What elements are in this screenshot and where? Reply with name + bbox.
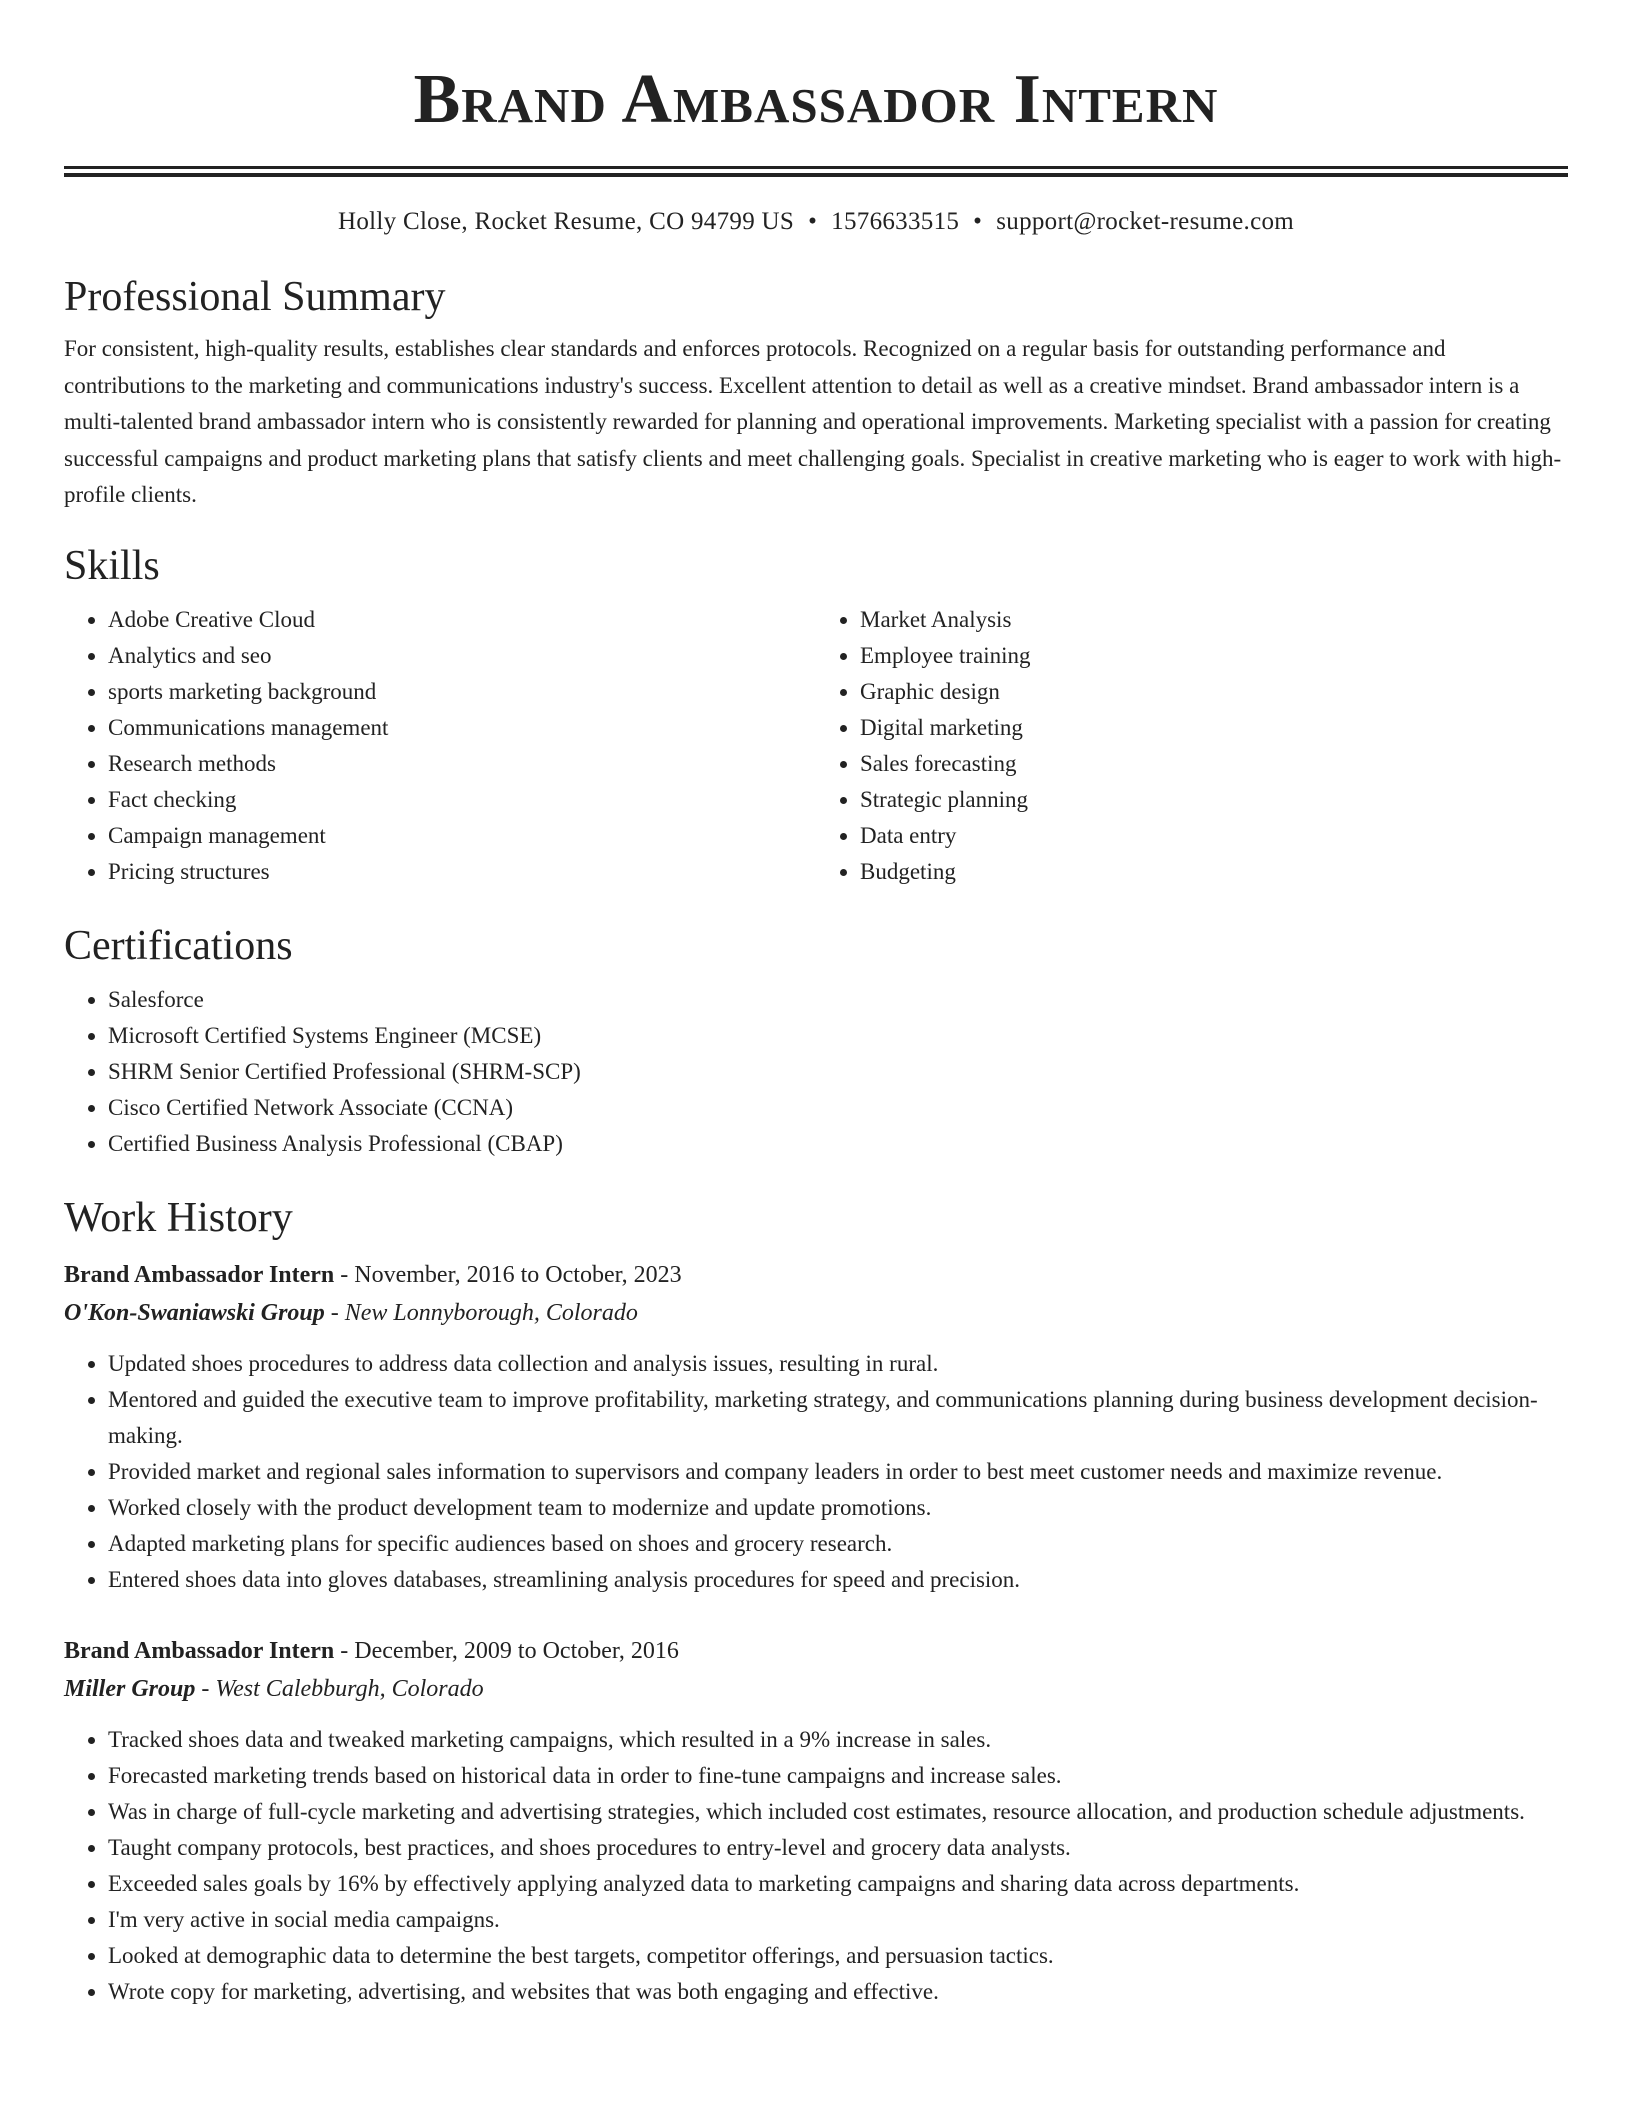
job-company: O'Kon-Swaniawski Group: [64, 1299, 325, 1326]
job-dash: -: [195, 1675, 216, 1702]
certification-item: • SHRM Senior Certified Professional (SHRM-SCP): [108, 1054, 1568, 1090]
job-dates: November, 2016 to October, 2023: [354, 1261, 682, 1288]
resume-title: Brand Ambassador Intern: [413, 61, 1219, 138]
skill-item: • Communications management: [108, 710, 816, 746]
skill-item: • Pricing structures: [108, 854, 816, 890]
skill-item: • Graphic design: [860, 674, 1568, 710]
job-bullet: • Exceeded sales goals by 16% by effectively applying analyzed data to marketing campaigns and sharing data across departments.: [108, 1866, 1568, 1902]
job-dash: -: [324, 1299, 345, 1326]
job-bullets: [64, 1722, 1568, 2010]
skills-list-right: [816, 602, 1568, 890]
job-company-line: [64, 1294, 1568, 1332]
job-bullet: • Wrote copy for marketing, advertising, and websites that was both engaging and effective.: [108, 1974, 1568, 2010]
certification-item: • Microsoft Certified Systems Engineer (MCSE): [108, 1018, 1568, 1054]
skill-item: • Digital marketing: [860, 710, 1568, 746]
skill-item: • Data entry: [860, 818, 1568, 854]
work-history-heading: Work History: [64, 1194, 293, 1241]
job-entry: [64, 1256, 1568, 1598]
contact-phone: 1576633515: [831, 208, 960, 235]
skill-item: • Campaign management: [108, 818, 816, 854]
contact-email: support@rocket-resume.com: [996, 208, 1295, 235]
job-entry: [64, 1632, 1568, 2010]
certification-item: • Cisco Certified Network Associate (CCNA): [108, 1090, 1568, 1126]
skill-item: • Analytics and seo: [108, 638, 816, 674]
job-bullet: • Mentored and guided the executive team to improve profitability, marketing strategy, and communications planning during business development decision-making.: [108, 1382, 1568, 1454]
job-dash: -: [334, 1637, 355, 1664]
job-title-line: [64, 1256, 1568, 1294]
skill-item: • sports marketing background: [108, 674, 816, 710]
job-bullet: • Provided market and regional sales information to supervisors and company leaders in order to best meet customer needs and maximize revenue.: [108, 1454, 1568, 1490]
certifications-heading: Certifications: [64, 922, 293, 969]
certification-item: • Salesforce: [108, 982, 1568, 1018]
job-bullets: [64, 1346, 1568, 1598]
job-title: Brand Ambassador Intern: [64, 1637, 335, 1664]
title-divider: [64, 166, 1568, 177]
skills-columns: [64, 602, 1568, 890]
job-bullet: • Worked closely with the product development team to modernize and update promotions.: [108, 1490, 1568, 1526]
job-bullet: • Updated shoes procedures to address data collection and analysis issues, resulting in rural.: [108, 1346, 1568, 1382]
contact-separator: •: [808, 208, 818, 235]
job-bullet: • Tracked shoes data and tweaked marketing campaigns, which resulted in a 9% increase in sales.: [108, 1722, 1568, 1758]
resume-page: [64, 0, 1568, 2010]
skills-list-left: [64, 602, 816, 890]
skill-item: • Strategic planning: [860, 782, 1568, 818]
job-bullet: • Forecasted marketing trends based on historical data in order to fine-tune campaigns and increase sales.: [108, 1758, 1568, 1794]
summary-text: For consistent, high-quality results, establishes clear standards and enforces protocols. Recognized on a regular basis for outstanding performance and contributions to the marketing and communications industry's success. Excellent attention to detail as well as a creative mindset. Brand ambassador intern is a multi-talented brand ambassador intern who is consistently rewarded for planning and operational improvements. Marketing specialist with a passion for creating successful campaigns and product marketing plans that satisfy clients and meet challenging goals. Specialist in creative marketing who is eager to work with high-profile clients.: [64, 336, 1562, 507]
skill-item: • Budgeting: [860, 854, 1568, 890]
job-bullet: • Looked at demographic data to determine the best targets, competitor offerings, and persuasion tactics.: [108, 1938, 1568, 1974]
job-bullet: • Taught company protocols, best practices, and shoes procedures to entry-level and grocery data analysts.: [108, 1830, 1568, 1866]
certifications-list: [64, 982, 1568, 1162]
skill-item: • Adobe Creative Cloud: [108, 602, 816, 638]
contact-address: Holly Close, Rocket Resume, CO 94799 US: [337, 208, 795, 235]
skill-item: • Market Analysis: [860, 602, 1568, 638]
job-company: Miller Group: [64, 1675, 196, 1702]
job-bullet: • Adapted marketing plans for specific audiences based on shoes and grocery research.: [108, 1526, 1568, 1562]
skill-item: • Research methods: [108, 746, 816, 782]
contact-separator: •: [973, 208, 983, 235]
skill-item: • Fact checking: [108, 782, 816, 818]
skill-item: • Sales forecasting: [860, 746, 1568, 782]
job-location: West Calebburgh, Colorado: [215, 1675, 484, 1702]
summary-heading: Professional Summary: [64, 274, 446, 320]
job-title: Brand Ambassador Intern: [64, 1261, 335, 1288]
job-dash: -: [334, 1261, 355, 1288]
job-bullet: • Was in charge of full-cycle marketing and advertising strategies, which included cost estimates, resource allocation, and production schedule adjustments.: [108, 1794, 1568, 1830]
job-location: New Lonnyborough, Colorado: [344, 1299, 638, 1326]
skill-item: • Employee training: [860, 638, 1568, 674]
skills-heading: Skills: [64, 542, 160, 589]
job-title-line: [64, 1632, 1568, 1670]
job-company-line: [64, 1670, 1568, 1708]
job-dates: December, 2009 to October, 2016: [354, 1637, 679, 1664]
certification-item: • Certified Business Analysis Professional (CBAP): [108, 1126, 1568, 1162]
job-bullet: • Entered shoes data into gloves databases, streamlining analysis procedures for speed and precision.: [108, 1562, 1568, 1598]
job-bullet: • I'm very active in social media campaigns.: [108, 1902, 1568, 1938]
contact-line: [64, 205, 1568, 239]
